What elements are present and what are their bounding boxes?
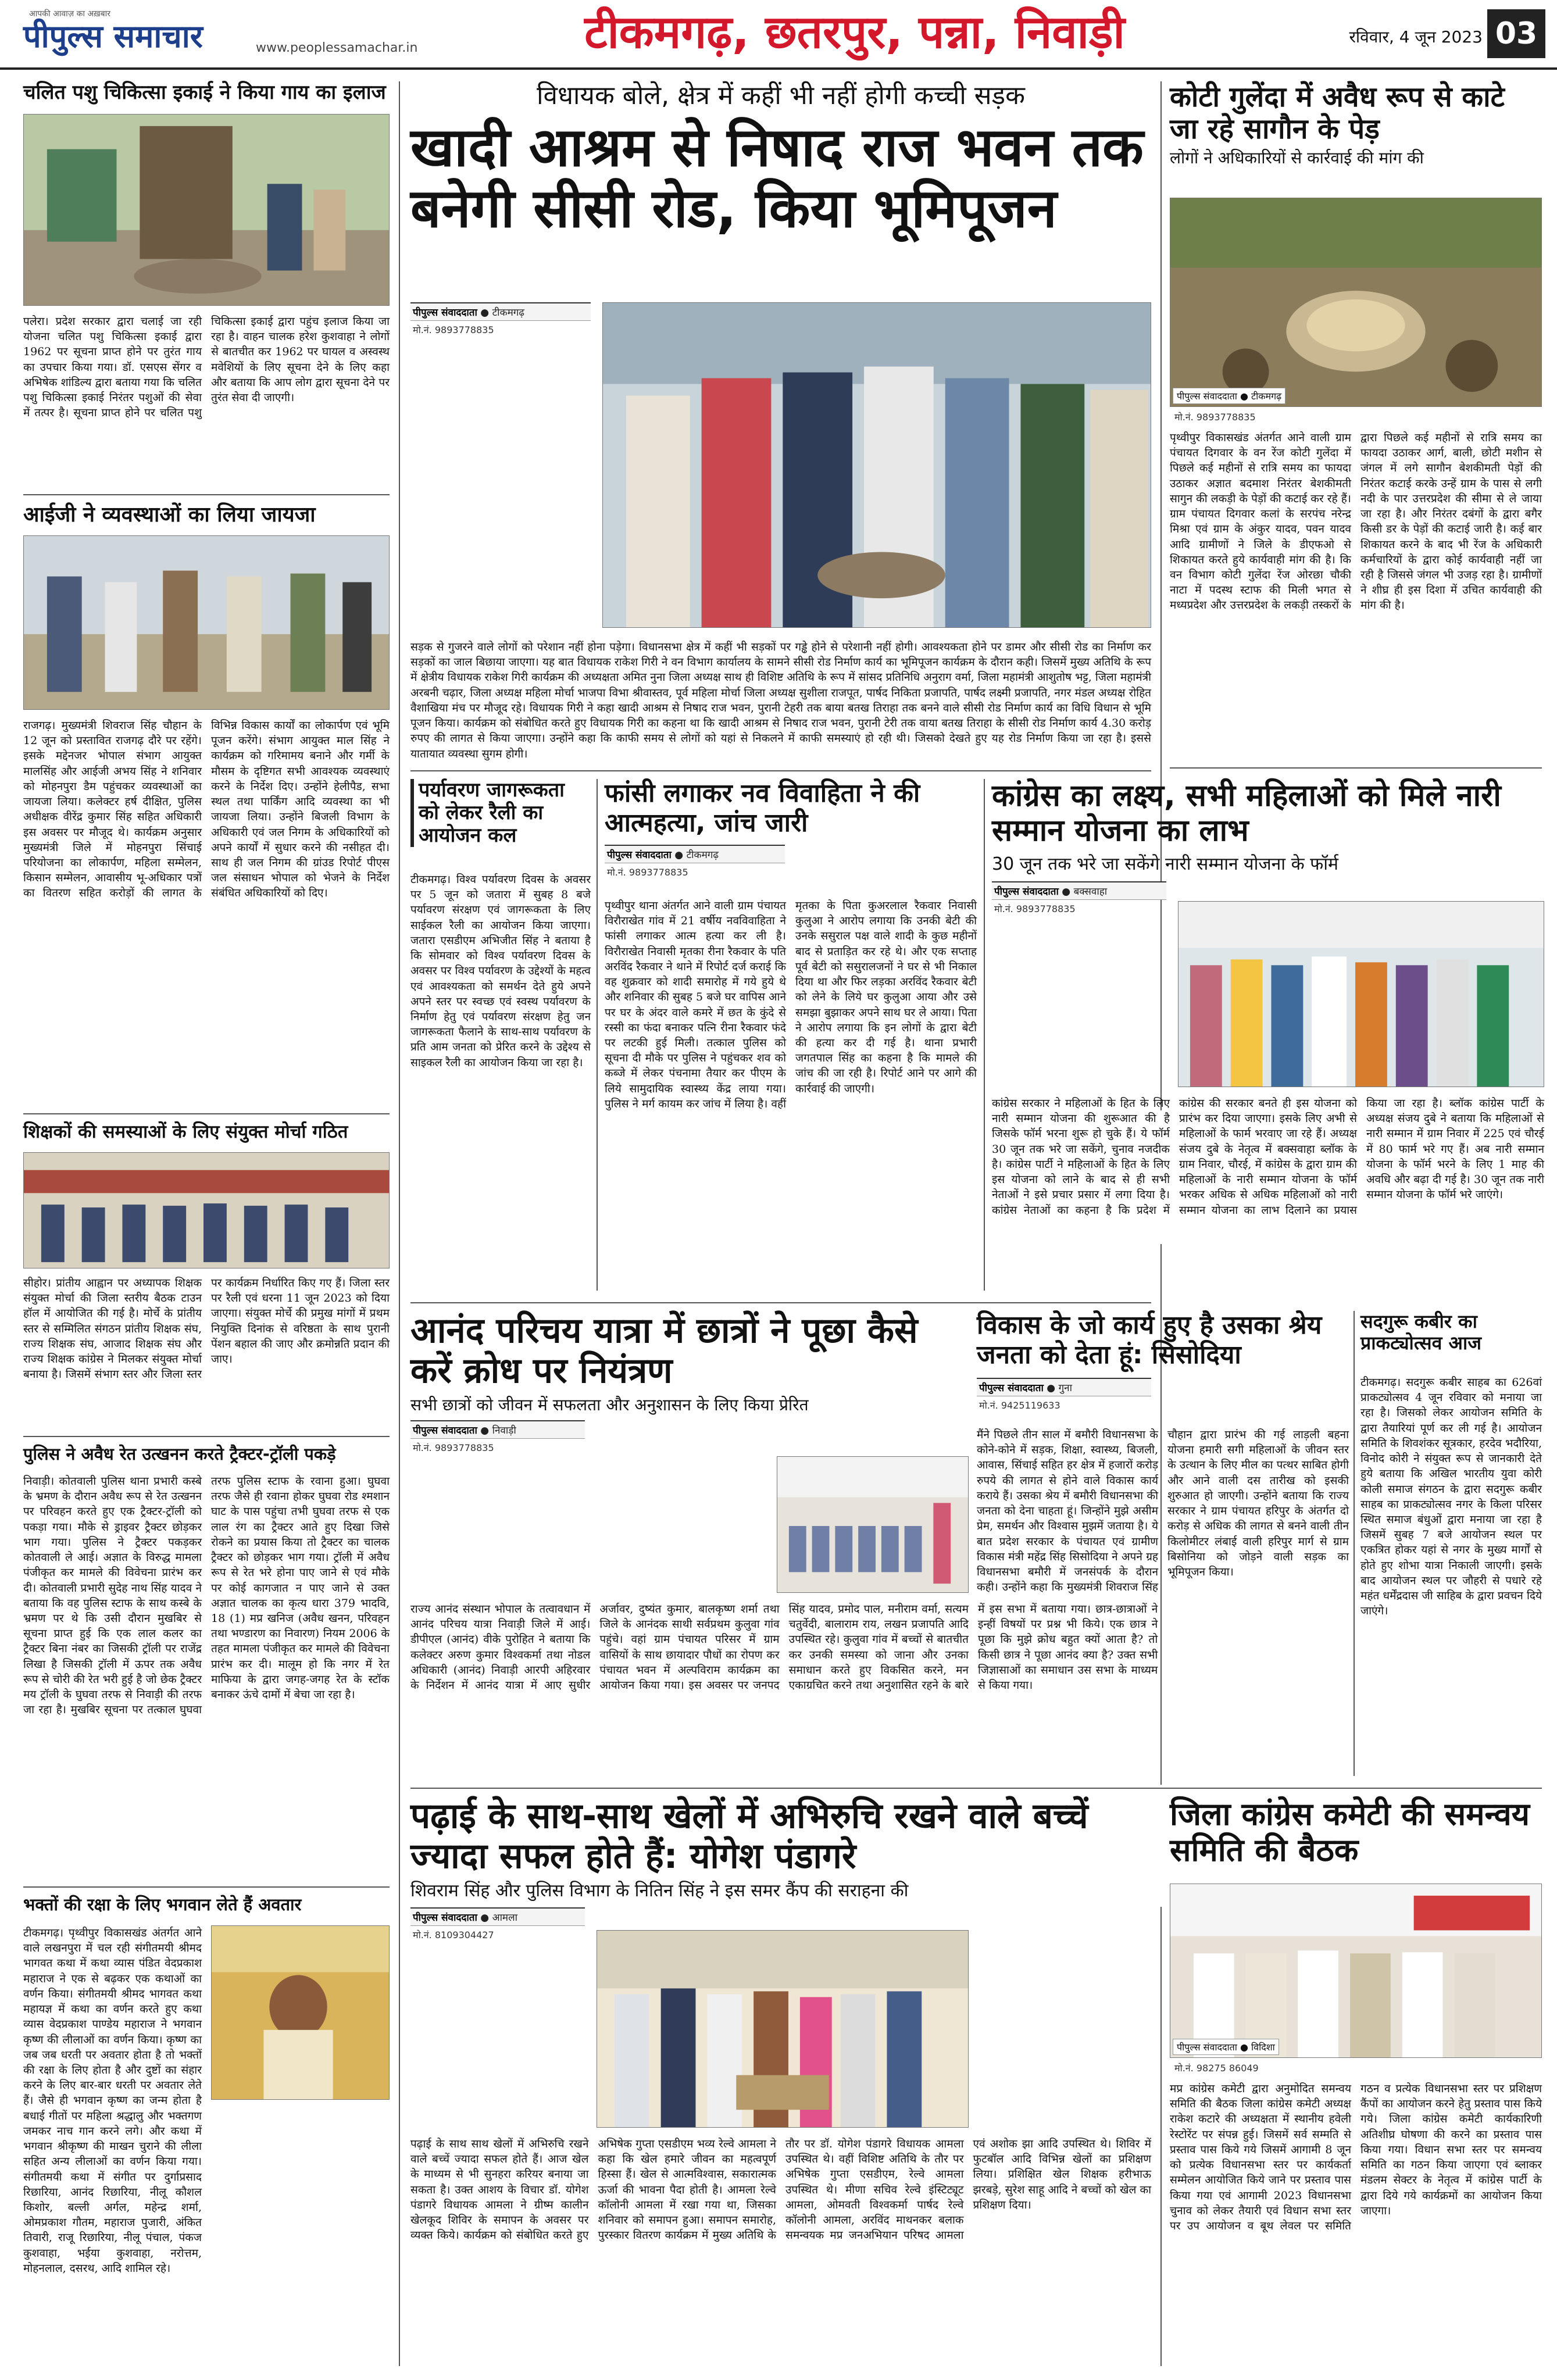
paper-name: पीपुल्स समाचार: [23, 18, 203, 55]
story-bhagwat-body-a: [23, 1925, 202, 2366]
story-ig-headline: आईजी ने व्यवस्थाओं का लिया जायजा: [23, 503, 316, 527]
sisodia-byline: पीपुल्स संवाददाता ● गुना: [977, 1378, 1151, 1396]
ig-photo: [23, 535, 390, 710]
congress-women-byline-place: बक्सवाहा: [1073, 886, 1108, 898]
suicide-byline-name: पीपुल्स संवाददाता: [607, 849, 672, 862]
divider-2: [23, 1113, 390, 1114]
suicide-mobile: मो.नं. 9893778835: [607, 867, 688, 878]
page-number: 03: [1487, 9, 1545, 58]
story-kabir-body: टीकमगढ़। सदगुरू कबीर साहब का 626वां प्राकट्योत्सव 4 जून रविवार को मनाया जा रहा है। जिसको लेकर आयोजन समिति के द्वारा तैयारियां पूर्ण कर ली गई है। आयोजन समिति के शिवशंकर सूत्रकार, हरदेव भदौरिया, विनोद कोरी ने संयुक्त रूप से जानकारी देते हुये बताया कि अखिल भारतीय युवा कोरी कोली समाज संगठन के द्वारा सदगुरू कबीर साहब का प्राकट्योत्सव नगर के किला परिसर स्थित समाज बंधुओं द्वारा मनाया जा रहा है जिसमें सुबह 7 बजे आयोजन स्थल पर एकत्रित होकर यहां से नगर के मुख्य मार्गों से होते हुए शोभा यात्रा निकाली जाएगी। इसके बाद आयोजन स्थल पर जौहरी से पधारे रहे महंत धर्मेंद्रदास जी साहिब के द्वारा प्रवचन दिये जाएंगे।: [1360, 1376, 1542, 1618]
story-congress-committee: [1170, 1796, 1542, 2366]
story-congress-women-body: कांग्रेस सरकार ने महिलाओं के हित के लिए नारी सम्मान योजना की शुरूआत की है जिसके फॉर्म भरना शुरू हो चुके हैं। ये फॉर्म 30 जून तक भरे जा सकेंगे, चुनाव नजदीक है। कांग्रेस पार्टी ने महिलाओं के हित के लिए इस योजना को लाने के बाद से ही सभी नेताओं ने इसे प्रचार प्रसार में लगा दिया है। कांग्रेस नेताओं का कहना है कि प्रदेश में कांग्रेस की सरकार बनते ही इस योजना को प्रारंभ कर दिया जाएगा। इसके लिए अभी से महिलाओं के फार्म भरवाए जा रहे हैं। अध्यक्ष संजय दुबे के नेतृत्व में बक्सवाहा ब्लॉक के ग्राम निवार, चौरई, में कांग्रेस के द्वारा ग्राम की महिलाओं के नारी सम्मान योजना के फॉर्म भरकर अधिक से अधिक महिलाओं को नारी सम्मान योजना का लाभ दिलाने का प्रयास किया जा रहा है। ब्लॉक कांग्रेस पार्टी के अध्यक्ष संजय दुबे ने बताया कि महिलाओं से नारी सम्मान में ग्राम निवार में 225 एवं चौरई में 80 फार्म भरे गए हैं। अब नारी सम्मान योजना के फॉर्म भरने के लिए 1 माह की अवधि और बढ़ा दी गई है। 30 जून तक नारी सम्मान योजना के फॉर्म भरे जाएंगे।: [992, 1097, 1544, 1217]
story-bhagwat-body: टीकमगढ़। पृथ्वीपुर विकासखंड अंतर्गत आने वाले लखनपुरा में चल रही संगीतमयी श्रीमद भागवत कथा में कथा व्यास पंडित वेदप्रकाश महाराज ने एक से बढ़कर एक कथाओं का वर्णन किया। संगीतमयी श्रीमद भागवत कथा महायज्ञ में कथा का वर्णन करते हुए कथा व्यास वेदप्रकाश पाण्डेय महाराज ने भगवान कृष्ण की लीलाओं का वर्णन किया। कृष्ण का जब जब धरती पर अवतार होता है तो भक्तों की रक्षा के लिए होता है और दुष्टों का संहार करने के लिए बार-बार धरती पर अवतार लेते हैं। जैसे ही भगवान कृष्ण का जन्म होता है बधाई गीतों पर महिला श्रद्धालु और भक्तगण जमकर नाच गान करने लगे। और कथा में भगवान श्रीकृष्ण की माखन चुराने की लीला सहित अन्य लीलाओं का वर्णन किया गया। संगीतमयी कथा में संगीत पर दुर्गाप्रसाद रिछारिया, आनंद रिछारिया, नीलू कौशल किशोर, बल्ली अर्गल, महेन्द्र शर्मा, ओमप्रकाश गौतम, महाराज पुजारी, अंकित तिवारी, राजू रिछारिया, नीलू पंचाल, पंकज कुशवाहा, भईया कुशवाहा, नरोत्तम, मोहनलाल, दसरथ, आदि शामिल रहे।: [23, 1927, 202, 2275]
cc-road-body-left: [410, 366, 591, 628]
anand-byline: पीपुल्स संवाददाता ● निवाड़ी: [410, 1420, 585, 1439]
story-teachers-headline: शिक्षकों की समस्याओं के लिए संयुक्त मोर्चा गठित: [23, 1121, 348, 1142]
story-police-body: निवाड़ी। कोतवाली पुलिस थाना प्रभारी कस्बे के भ्रमण के दौरान अवैध रूप से रेत उत्खनन पर परिवहन करते हुए एक ट्रैक्टर-ट्रॉली को पकड़ा गया। मौके से ड्राइवर ट्रैक्टर छोड़कर भाग गया। पुलिस ने ट्रैक्टर पकड़कर कोतवाली ले आई। अज्ञात के विरुद्ध मामला पंजीकृत कर मामले की विवेचना प्रारंभ कर दी। कोतवाली प्रभारी सुदेह नाथ सिंह यादव ने बताया कि वह पुलिस स्टाफ के साथ कस्बे के भ्रमण पर थे कि उसी दौरान मुखबिर से सूचना प्राप्त हुई कि एक लाल कलर का ट्रैक्टर बिना नंबर का जिसकी ट्रॉली पर राजेंद्र लिखा है जिसकी ट्रॉली में ऊपर तक अवैध रूप से चोरी की रेत भरी हुई है जो छेक ट्रैक्टर मय ट्रॉली के घुघवा तरफ से निवाड़ी की तरफ जा रहा है। मुखबिर सूचना पर तत्काल घुघवा तरफ पुलिस स्टाफ के रवाना हुआ। घुघवा तरफ जैसे ही रवाना होकर घुघवा रोड श्मशान घाट के पास पहुंचा तभी घुघवा तरफ से एक लाल रंग का ट्रैक्टर आते हुए दिखा जिसे रोकने का प्रयास किया तो ट्रैक्टर का चालक ट्रैक्टर को छोड़कर भाग गया। ट्रॉली में अवैध रूप से रेत भरे होना पाए जाने से एवं मौके पर कोई कागजात न पाए जाने से उक्त अज्ञात चालक का कृत्य धारा 379 भादवि, 18 (1) मप्र खनिज (अवैध खनन, परिवहन तथा भण्डारण का निवारण) नियम 2006 के तहत मामला पंजीकृत कर मामले की विवेचना प्रारंभ कर दी। मालूम हो कि नगर में रेत माफिया के द्वारा जगह-जगह रेत के स्टॉक बनाकर ऊंचे दामों में बेचा जा रहा है।: [23, 1475, 390, 1717]
sisodia-byline-place: गुना: [1058, 1382, 1072, 1395]
teak-mobile: मो.नं. 9893778835: [1174, 412, 1256, 423]
bhagwat-photo: [211, 1925, 390, 2100]
story-teachers-body: सीहोर। प्रांतीय आह्वान पर अध्यापक शिक्षक संयुक्त मोर्चा की जिला स्तरीय बैठक टाउन हॉल में आयोजित की गई है। मोर्चे के प्रांतीय स्तर से सम्मिलित संगठन प्रांतीय शिक्षक संघ, राज्य शिक्षक संघ, आजाद शिक्षक संघ और राज्य शिक्षक कांग्रेस ने मिलकर संयुक्त मोर्चा बनाया है। जिसमें संभाग स्तर और जिला स्तर पर कार्यक्रम निर्धारित किए गए हैं। जिला स्तर पर रैली एवं धरना 11 जून 2023 को दिया जाएगा। संयुक्त मोर्चे की प्रमुख मांगों में प्रथम नियुक्ति दिनांक से वरिष्ठता के साथ पुरानी पेंशन बहाल की जाए और क्रमोन्नति प्रदान की जाए।: [23, 1277, 390, 1381]
sisodia-mobile: मो.नं. 9425119633: [979, 1400, 1060, 1411]
story-kabir: [1360, 1311, 1542, 1782]
divider-1: [23, 494, 390, 495]
congress-committee-byline-name: पीपुल्स संवाददाता: [1177, 2042, 1237, 2053]
congress-committee-mobile: मो.नं. 98275 86049: [1174, 2063, 1259, 2074]
story-environment-body: टीकमगढ़। विश्व पर्यावरण दिवस के अवसर पर 5 जून को जतारा में सुबह 8 बजे पर्यावरण संरक्षण एवं जागरूकता के लिए साईकल रैली का आयोजन किया जाएगा। जतारा एसडीएम अभिजीत सिंह ने बताया है कि सोमवार को विश्व पर्यावरण दिवस के अवसर पर विश्व पर्यावरण के उद्देश्यों के महत्व एवं आवश्यकता को समर्थन देते हुये अपने अपने स्तर पर स्वच्छ एवं स्वस्थ पर्यावरण के निर्माण हेतु एवं पर्यावरण संरक्षण हेतु जन जागरूकता फैलाने के साथ-साथ पर्यावरण के प्रति आम जनता को प्रेरित करने के उद्देश्य से साइकल रैली का आयोजन किया जा रहा है।: [410, 873, 591, 1069]
rule-c1: [597, 779, 598, 1291]
story-ig-body: राजगढ़। मुख्यमंत्री शिवराज सिंह चौहान के 12 जून को प्रस्तावित राजगढ़ दौरे पर रहेंगे। इसके मद्देनजर भोपाल संभाग आयुक्त मालसिंह और आईजी अभय सिंह ने शनिवार को मोहनपुरा डैम पहुंचकर व्यवस्थाओं का जायजा लिया। कलेक्टर हर्ष दीक्षित, पुलिस अधीक्षक वीरेंद्र कुमार सिंह सहित अधिकारी इस अवसर पर मौजूद थे। कार्यक्रम अनुसार मुख्यमंत्री जिले में मोहनपुरा सिंचाई परियोजना का लोकार्पण, महिला सम्मेलन, किसान सम्मेलन, आवासीय भू-अधिकार पत्रों का वितरण सहित करोड़ों की लागत के विभिन्न विकास कार्यों का लोकार्पण एवं भूमि पूजन करेंगे। संभाग आयुक्त माल सिंह ने कार्यक्रम को गरिमामय बनाने और गर्मी के मौसम के दृष्टिगत सभी आवश्यक व्यवस्थाएं करने के निर्देश दिए। उन्होंने हेलीपैड, सभा स्थल तथा पार्किंग आदि व्यवस्था का भी जायजा लिया। उन्होंने बिजली विभाग के अधिकारी एवं जल निगम के अधिकारियों को अपने कार्यों में सुधार करने की नसीहत दी। साथ ही जल निगम की ग्रांउड रिपोर्ट पीएस जल संसाधन भोपाल को भेजने के निर्देश संबंधित अधिकारियों को दिए।: [23, 719, 390, 900]
story-teak-subhead: लोगों ने अधिकारियों से कार्रवाई की मांग की: [1170, 148, 1424, 168]
cattle-photo: [23, 114, 390, 306]
story-sports-subhead: शिवराम सिंह और पुलिस विभाग के नितिन सिंह ने इस समर कैंप की सराहना की: [410, 1881, 909, 1901]
cc-road-mobile: मो.नं. 9893778835: [413, 324, 494, 335]
divider-4: [23, 1886, 390, 1888]
story-congress-women-headline: कांग्रेस का लक्ष्य, सभी महिलाओं को मिले नारी सम्मान योजना का लाभ: [992, 778, 1501, 848]
story-anand-headline: आनंद परिचय यात्रा में छात्रों ने पूछा कैसे करें क्रोध पर नियंत्रण: [410, 1310, 918, 1391]
story-sisodia-body: मैंने पिछले तीन साल में बमौरी विधानसभा के कोने-कोने में सड़क, शिक्षा, स्वास्थ्य, बिजली, आवास, सिंचाई सहित हर क्षेत्र में हजारों करोड़ रुपये की लागत से होने वाले विकास कार्य कराये हैं। उसका श्रेय में बमौरी विधानसभा की जनता को देना चाहता हूं। जिन्होंने मुझे असीम प्रेम, समर्थन और विश्वास मुझमें जताया है। ये बात प्रदेश सरकार के पंचायत एवं ग्रामीण विकास मंत्री महेंद्र सिंह सिसोदिया ने अपने ग्रह विधानसभा बमौरी में जनसंपर्क के दौरान कही। उन्होंने कहा कि मुख्यमंत्री शिवराज सिंह चौहान द्वारा प्रारंभ की गई लाड़ली बहना योजना हमारी सगी महिलाओं के जीवन स्तर के उत्थान के लिए मील का पत्थर साबित होगी और आने वाली दस तारीख को इसकी शुरुआत हो जाएगी। उन्होंने बताया कि राज्य सरकार ने ग्राम पंचायत हरिपुर के अंतर्गत दो करोड़ से अधिक की लागत से बनने वाली तीन किलोमीटर लंबाई वाली हरिपुर मार्ग से ग्राम बिसोनिया को जोड़ने वाली सड़क का भूमिपूजन किया।: [977, 1428, 1349, 1594]
divider-r1: [1170, 767, 1542, 769]
story-police: [23, 1445, 390, 1881]
story-anand-subhead: सभी छात्रों को जीवन में सफलता और अनुशासन के लिए किया प्रेरित: [410, 1395, 809, 1414]
cc-road-byline: पीपुल्स संवाददाता ● टीकमगढ़: [410, 302, 591, 321]
story-cc-road: [410, 81, 1151, 764]
divider-3: [23, 1436, 390, 1437]
congress-women-byline: पीपुल्स संवाददाता ● बक्सवाहा: [992, 881, 1166, 900]
teak-photo: [1170, 198, 1542, 407]
teak-byline-place: टीकमगढ़: [1251, 391, 1282, 402]
story-cattle: [23, 81, 390, 488]
story-ig: [23, 503, 390, 1107]
suicide-byline-place: टीकमगढ़: [686, 849, 719, 862]
cc-road-byline-place: टीकमगढ़: [492, 307, 524, 319]
rule-kabir: [1354, 1311, 1355, 1776]
divider-c2: [410, 1302, 1151, 1303]
story-cattle-body: पलेरा। प्रदेश सरकार द्वारा चलाई जा रही योजना चलित पशु चिकित्सा इकाई द्वारा 1962 पर सूचना प्राप्त होने पर तुरंत गाय का उपचार किया गया। डॉ. एसएस सेंगर व अभिषेक शांडिल्य द्वारा बताया गया कि चलित पशु चिकित्सा इकाई निरंतर पशुओं की सेवा में तत्पर है। सूचना प्राप्त होने पर चलित पशु चिकित्सा इकाई द्वारा पहुंच इलाज किया जा रहा है। वाहन चालक हरेश कुशवाहा ने लोगों से बातचीत कर 1962 पर घायल व अस्वस्थ मवेशियों के लिए सूचना देने के लिए कहा और बताया कि आप लोग द्वारा सूचना देने पर तुरंत सेवा दी जाएगी।: [23, 315, 390, 420]
story-environment-headline: पर्यावरण जागरूकता को लेकर रैली का आयोजन कल: [410, 779, 591, 847]
story-sports-headline: पढ़ाई के साथ-साथ खेलों में अभिरुचि रखने वाले बच्चें ज्यादा सफल होते हैं: योगेश पंडागरे: [410, 1796, 1088, 1877]
suicide-byline: पीपुल्स संवाददाता ● टीकमगढ़: [605, 845, 785, 863]
story-congress-women-subhead: 30 जून तक भरे जा सकेंगे नारी सम्मान योजना के फॉर्म: [992, 853, 1338, 874]
congress-women-byline-name: पीपुल्स संवाददाता: [994, 886, 1059, 898]
story-sisodia-headline: विकास के जो कार्य हुए है उसका श्रेय जनता को देता हूं: सिसोदिया: [977, 1310, 1322, 1370]
story-kabir-headline: सदगुरू कबीर का प्राकट्योत्सव आज: [1360, 1310, 1482, 1354]
story-cc-road-headline: खादी आश्रम से निषाद राज भवन तक बनेगी सीसी रोड, किया भूमिपूजन: [410, 116, 1144, 240]
rule-left: [399, 81, 400, 2366]
story-teak-body: पृथ्वीपुर विकासखंड अंतर्गत आने वाली ग्राम पंचायत दिगवार के वन रेंज कोटी गुलेंदा में पिछले कई महीनों से रात्रि समय का फायदा उठाकर अज्ञात बदमाश निरंतर बेशकीमती सागुन की लकड़ी के पेड़ों की कटाई कर रहे हैं। ग्राम पंचायत दिगवार कलां के सरपंच नरेन्द्र मिश्रा एवं ग्राम के अंकुर यादव, पवन यादव आदि ग्रामीणों ने जिले के डीएफओ से शिकायत करते हुये कार्यवाही मांग की है। कि वन विभाग कोटी गुलेंदा रेंज ओरछा चौकी नाटा में पदस्थ स्टाफ की मिली भगत से मध्यप्रदेश और उत्तरप्रदेश के लकड़ी तस्करों के द्वारा पिछले कई महीनों से रात्रि समय का फायदा उठाकर आर्ग, बाली, छोटी मशीन से जंगल में लगे सागौन बेशकीमती पेड़ों की निरंतर कटाई करके उन्हें ग्राम के पास से लगी नदी के पार उत्तरप्रदेश की सीमा से ले जाया जा रहा है। और निरंतर दबंगों के द्वारा बगैर किसी डर के पेड़ों की कटाई जारी है। कई बार शिकायत करने के बाद भी रेंज के अधिकारी कर्मचारियों के द्वारा कोई कार्यवाही नहीं जा रही है जिससे जंगल भी उजड़ रहा है। ग्रामीणों ने शीघ्र ही इस दिशा में उचित कार्यवाही की मांग की है।: [1170, 431, 1542, 612]
divider-c3: [410, 1788, 1542, 1789]
issue-date: रविवार, 4 जून 2023: [1349, 27, 1483, 47]
anand-byline-name: पीपुल्स संवाददाता: [413, 1425, 477, 1437]
edition-title: टीकमगढ़, छतरपुर, पन्ना, निवाड़ी: [584, 6, 1125, 59]
story-suicide: [605, 779, 977, 1296]
story-sports: [410, 1796, 1151, 2366]
teak-byline-name: पीपुल्स संवाददाता: [1177, 391, 1237, 402]
teachers-photo: [23, 1152, 390, 1268]
story-sports-body: पढ़ाई के साथ साथ खेलों में अभिरुचि रखने वाले बच्चें ज्यादा सफल होते हैं। आज खेल के माध्यम से भी सुनहरा करियर बनाया जा सकता है। उक्त आशय के विचार डॉ. योगेश पंडागरे विधायक आमला ने ग्रीष्म कालीन खेलकूद शिविर के समापन के अवसर पर व्यक्त किये। कार्यक्रम को संबोधित करते हुए अभिषेक गुप्ता एसडीएम भव्य रेल्वे आमला ने कहा कि खेल हमारे जीवन का महत्वपूर्ण हिस्सा हैं। खेल से आत्मविश्वास, सकारात्मक ऊर्जा की भावना पैदा होती है। आमला रेल्वे कॉलोनी आमला में रखा गया था, जिसका शनिवार को समापन हुआ। समापन समारोह, पुरस्कार वितरण कार्यक्रम में मुख्य अतिथि के तौर पर डॉ. योगेश पंडागरे विधायक आमला उपस्थित थे। वहीं विशिष्ट अतिथि के तौर पर अभिषेक गुप्ता एसडीएम, रेल्वे आमला उपस्थित थे। मीणा सचिव रेल्वे इंस्टिट्यूट आमला, ओमवती विश्वकर्मा पार्षद रेल्वे कॉलोनी आमला, अरविंद माथनकर बलाक समन्वयक मप्र जनअभियान परिषद आमला एवं अशोक झा आदि उपस्थित थे। शिविर में फुटबॉल आदि विभिन्न खेलों का प्रशिक्षण लिया। प्रशिक्षित खेल शिक्षक हरीभाऊ झरबड़े, सुरेश साहू आदि ने बच्चों को खेल का प्रशिक्षण दिया।: [410, 2138, 1151, 2242]
masthead: [0, 0, 1557, 70]
sports-byline-name: पीपुल्स संवाददाता: [413, 1911, 477, 1924]
story-cc-road-kicker: विधायक बोले, क्षेत्र में कहीं भी नहीं होगी कच्ची सड़क: [537, 81, 1025, 110]
sports-photo: [597, 1930, 969, 2128]
story-suicide-body: पृथ्वीपुर थाना अंतर्गत आने वाली ग्राम पंचायत विरौराखेत गांव में 21 वर्षीय नवविवाहिता ने फांसी लगाकर आत्म हत्या कर ली है। विरौराखेत निवासी मृतका रीना रैकवार के पति अरविंद रैकवार ने थाने में रिपोर्ट दर्ज कराई कि वह शुक्रवार को शादी समारोह में गये हुये थे और शनिवार की सुबह 5 बजे घर वापिस आने पर घर के अंदर वाले कमरे में छत के कुंदे से रस्सी का फंदा बनाकर पत्नि रीना रैकवार फंदे पर लटकी हुई मिली। तत्काल पुलिस को सूचना दी मौके पर पुलिस ने पहुंचकर शव को कब्जे में लेकर पंचनामा तैयार कर पीएम के लिये सामुदायिक स्वास्थ्य केंद्र लाया गया। पुलिस ने मर्ग कायम कर जांच में लिया है। वहीं मृतका के पिता कुअरलाल रैकवार निवासी कुलुआ ने आरोप लगाया कि उनकी बेटी की उनके ससुराल पक्ष वाले शादी के कुछ महीनों बाद से प्रताड़ित कर रहे थे। और एक सप्ताह पूर्व बेटी को ससुरालजनों ने घर से भी निकाल दिया था और फिर लड़का अरविंद रैकवार बेटी को लेने के लिये घर कुलुआ आया और उसे समझा बुझाकर अपने साथ घर ले आया। पिता ने आरोप लगाया कि इन लोगों के द्वारा बेटी की हत्या कर दी गई है। थाना प्रभारी जगतपाल सिंह का कहना है कि मामले की जांच की जा रही है। रिपोर्ट आने पर आगे की कार्रवाई की जाएगी।: [605, 899, 977, 1110]
teak-photo-credit: पीपुल्स संवाददाता ● टीकमगढ़: [1173, 388, 1285, 404]
story-suicide-headline: फांसी लगाकर नव विवाहिता ने की आत्महत्या, जांच जारी: [605, 778, 920, 838]
story-cc-road-body: सड़क से गुजरने वाले लोगों को परेशान नहीं होना पड़ेगा। विधानसभा क्षेत्र में कहीं भी सड़कों पर गड्ढे होने से परेशानी नहीं होगी। आवश्यकता होने पर डामर और सीसी रोड का निर्माण कर सड़कों का जाल बिछाया जाएगा। यह बात विधायक राकेश गिरी ने वन विभाग कार्यालय के सामने सीसी रोड निर्माण कार्य का भूमिपूजन कार्यक्रम के दौरान कही। जिसमें मुख्य अतिथि के रूप में क्षेत्रीय विधायक राकेश गिरी कार्यक्रम की अध्यक्षता अमित नुना जिला अध्यक्ष साथ ही विशिष्ट अतिथि के रूप में सांसद प्रतिनिधि अनुराग वर्मा, जिला महामंत्री आशुतोष भट्ट, जिला महामंत्री अरबनी चढ़ार, जिला अध्यक्ष महिला मोर्चा भाजपा विभा श्रीवास्तव, पूर्व महिला मोर्चा जिला अध्यक्ष सुशीला राजपूत, पार्षद निकिता प्रजापति, पार्षद लक्ष्मी प्रजापति, नगर मंडल अध्यक्ष रोहित वैशाखिया मंच पर मौजूद रहे। विधायक गिरी ने कहा खादी आश्रम से निषाद राज भवन, पुरानी टेहरी तक बाया बतख तिराहा तक बनने वाले सीसी रोड निर्माण कार्य का विधि विधान से भूमि पूजन किया। कार्यक्रम को संबोधित करते हुए विधायक गिरी का कहना था कि खादी आश्रम से निषाद राज भवन, पुरानी टेरी तक वाया बतख तिराहा के सीसी रोड निर्माण कार्य 4.30 करोड़ रुपए की लागत से किया जाएगा। उन्होंने कहा कि काफी समय से लोगों को यहां से निकलने में काफी समस्याएं हो रही थी। जिसको देखते हुए यह रोड निर्माण किया जा रहा है। इससे यातायात व्यवस्था सुगम होगी।: [410, 641, 1151, 760]
congress-committee-byline-place: विदिशा: [1251, 2042, 1275, 2053]
story-congress-committee-headline: जिला कांग्रेस कमेटी की समन्वय समिति की बैठक: [1170, 1796, 1530, 1869]
paper-logo: [23, 8, 244, 60]
congress-committee-photo: [1170, 1884, 1542, 2058]
cc-road-byline-block: [410, 302, 591, 360]
story-congress-committee-body: मप्र कांग्रेस कमेटी द्वारा अनुमोदित समन्वय समिति की बैठक जिला कांग्रेस कमेटी अध्यक्ष राकेश कटारे की अध्यक्षता में स्थानीय हवेली रेस्टोरेंट पर संपन्न हुई। जिसमें सर्व सम्मति से प्रस्ताव पास किये गये जिसमें आगामी 8 जून को प्रत्येक विधानसभा स्तर पर कार्यकर्ता सम्मेलन आयोजित किये जाने पर प्रस्ताव पास किया गया एवं आगामी 2023 विधानसभा चुनाव को लेकर तैयारी एवं विधान सभा स्तर पर उप आयोजन व बूथ लेवल पर समिति गठन व प्रत्येक विधानसभा स्तर पर प्रशिक्षण कैंपों का आयोजन करने हेतु प्रस्ताव पास किये गये। जिला कांग्रेस कमेटी कार्यकारिणी अतिशीघ्र घोषणा की करने का प्रस्ताव पास किया गया। विधान सभा स्तर पर समन्वय समिति का गठन किया जाएगा एवं ब्लाकर मंडलम सेक्टर के नेतृत्व में कांग्रेस पार्टी के द्वारा दिये गये कार्यक्रमों का आयोजन किया जाएगा।: [1170, 2082, 1542, 2232]
story-police-headline: पुलिस ने अवैध रेत उत्खनन करते ट्रैक्टर-ट्रॉली पकड़े: [23, 1444, 336, 1464]
sports-byline-place: आमला: [492, 1911, 518, 1924]
cc-road-photo: [602, 302, 1151, 628]
story-cattle-headline: चलित पशु चिकित्सा इकाई ने किया गाय का इलाज: [23, 81, 386, 104]
story-bhagwat-headline: भक्तों की रक्षा के लिए भगवान लेते हैं अवतार: [23, 1895, 302, 1914]
story-teachers: [23, 1122, 390, 1430]
anand-byline-place: निवाड़ी: [492, 1425, 516, 1437]
congress-women-body-left: [992, 948, 1166, 1087]
story-sisodia: [977, 1311, 1349, 1782]
congress-women-photo: [1178, 901, 1544, 1087]
paper-tagline: आपकी आवाज़ का अख़बार: [29, 9, 110, 19]
story-congress-women: [992, 779, 1544, 1296]
divider-c1: [410, 770, 1151, 771]
rule-right3: [1160, 1907, 1162, 2366]
story-teak: [1170, 81, 1542, 762]
congress-women-mobile: मो.नं. 9893778835: [994, 903, 1076, 915]
website[interactable]: www.peoplessamachar.in: [256, 41, 418, 55]
sports-mobile: मो.नं. 8109304427: [413, 1929, 494, 1941]
sisodia-byline-name: पीपुल्स संवाददाता: [979, 1382, 1044, 1395]
rule-c2: [984, 779, 985, 1291]
anand-mobile: मो.नं. 9893778835: [413, 1442, 494, 1454]
sports-byline: पीपुल्स संवाददाता ● आमला: [410, 1907, 585, 1926]
story-teak-headline: कोटी गुलेंदा में अवैध रूप से काटे जा रहे सागौन के पेड़: [1170, 81, 1505, 146]
anand-photo: [777, 1456, 969, 1593]
congress-committee-photo-credit: पीपुल्स संवाददाता ● विदिशा: [1173, 2039, 1279, 2055]
story-environment: [410, 779, 591, 1296]
story-anand-body: राज्य आनंद संस्थान भोपाल के तत्वावधान में आनंद परिचय यात्रा निवाड़ी जिले में आई। डीपीएल (आनंद) वीके पुरोहित ने बताया कि कलेक्टर अरुण कुमार विश्वकर्मा तथा नोडल अधिकारी (आनंद) निवाड़ी आरपी अहिरवार के निर्देशन में आनंद यात्रा में आए सुधीर अर्जावर, दुष्यंत कुमार, बालकृष्ण शर्मा तथा जिले के आनंदक साथी सर्वप्रथम कुलुवा गांव पहुंचे। वहां ग्राम पंचायत परिसर में ग्राम वासियों के साथ छायादार पौधों का रोपण कर पंचायत भवन में अल्पविराम कार्यक्रम का आयोजन किया गया। इस अवसर पर जनपद सिंह यादव, प्रमोद पाल, मनीराम वर्मा, सत्यम चतुर्वेदी, बालाराम राय, लखन प्रजापति आदि उपस्थित रहे। कुलुवा गांव में बच्चों से बातचीत कर उनकी समस्या को जाना और उनका समाधान करते हुए विकसित करने, मन एकाग्रचित करने तथा अनुशासित रहने के बारे में इस सभा में बताया गया। छात्र-छात्राओं ने इन्हीं विषयों पर प्रश्न भी किये। एक छात्र ने पूछा कि मुझे क्रोध बहुत क्यों आता है? तो किसी छात्र ने पूछा आनंद क्या है? उक्त सभी जिज्ञासाओं का समाधान उस सभा के माध्यम से किया गया।: [410, 1603, 1158, 1692]
cc-road-byline-name: पीपुल्स संवाददाता: [413, 307, 477, 319]
story-bhagwat: [23, 1895, 390, 2366]
